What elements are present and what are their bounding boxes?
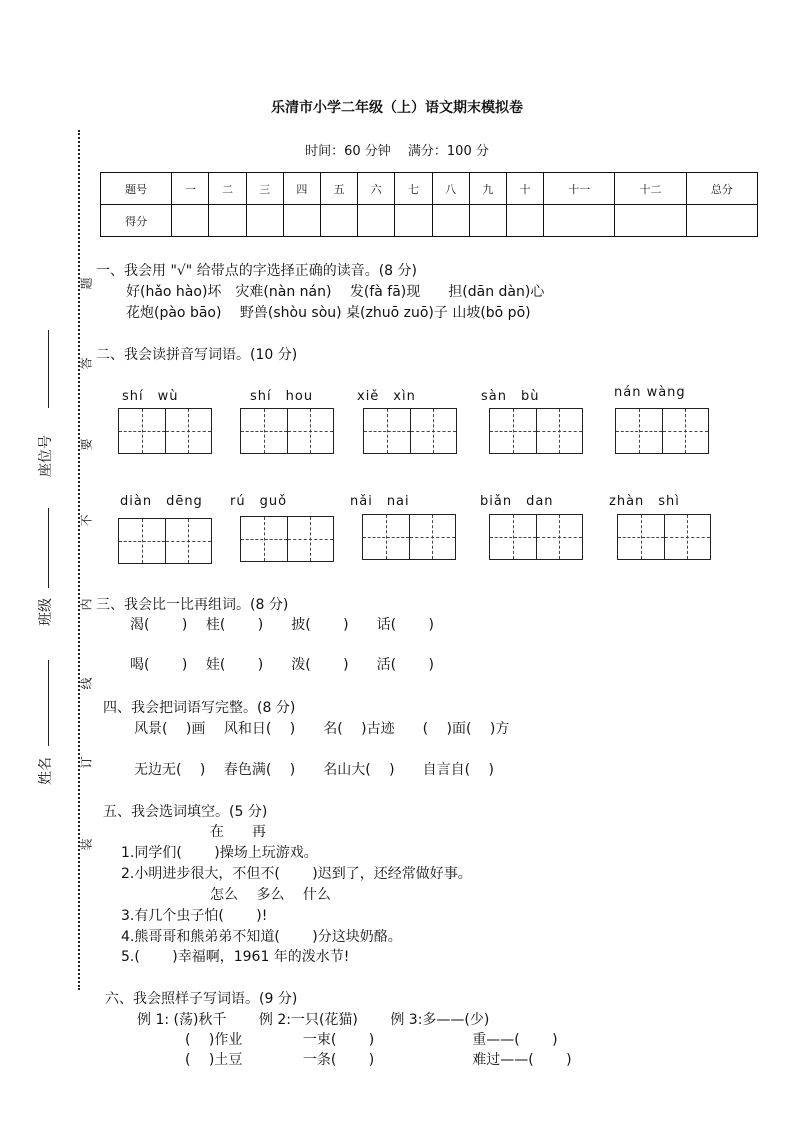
section-5-question-2: 2.小明进步很大，不但不( )迟到了，还经常做好事。 — [121, 866, 472, 882]
writing-grid[interactable] — [615, 408, 709, 454]
score-table-header: 七 — [395, 173, 432, 205]
section-2-heading: 二、我会读拼音写词语。(10 分) — [96, 347, 298, 363]
score-cell[interactable] — [358, 205, 395, 237]
score-table-header: 题号 — [101, 173, 172, 205]
seat-number-label: 座位号 — [38, 435, 54, 477]
score-table-header: 八 — [432, 173, 469, 205]
writing-grid[interactable] — [489, 514, 583, 560]
score-cell[interactable] — [469, 205, 506, 237]
score-table-score-row — [101, 205, 758, 237]
section-5-question-4: 4.熊哥哥和熊弟弟不知道( )分这块奶酪。 — [121, 929, 402, 945]
margin-char: 装 — [79, 838, 94, 851]
pinyin-label: shí hou — [250, 389, 314, 404]
score-table-header: 十 — [506, 173, 543, 205]
score-row-label: 得分 — [101, 205, 172, 237]
margin-char: 答 — [79, 357, 94, 370]
section-1-line-1: 好(hǎo hào)坏 灾难(nàn nán) 发(fà fā)现 担(dān dàn)心 — [126, 284, 545, 300]
pinyin-label: xiě xìn — [357, 389, 416, 404]
score-cell[interactable] — [615, 205, 686, 237]
section-3-line-2: 喝( ) 娃( ) 泼( ) 活( ) — [130, 657, 434, 673]
score-table-header: 总分 — [686, 173, 757, 205]
score-cell[interactable] — [321, 205, 358, 237]
section-6-examples: 例 1: (荡)秋千 例 2:一只(花猫) 例 3:多——(少) — [137, 1012, 490, 1028]
section-3-heading: 三、我会比一比再组词。(8 分) — [96, 597, 289, 613]
score-cell[interactable] — [506, 205, 543, 237]
section-4-line-1: 风景( )画 风和日( ) 名( )古迹 ( )面( )方 — [134, 721, 510, 737]
score-cell[interactable] — [686, 205, 757, 237]
margin-char: 内 — [79, 598, 94, 611]
name-line — [48, 660, 49, 746]
writing-grid[interactable] — [240, 408, 334, 454]
section-5-question-5: 5.( )幸福啊，1961 年的泼水节! — [121, 949, 350, 965]
margin-char: 要 — [79, 438, 94, 451]
binding-dotted-line — [78, 130, 80, 990]
section-5-question-3: 3.有几个虫子怕( )! — [121, 908, 268, 924]
writing-grid[interactable] — [617, 514, 711, 560]
writing-grid[interactable] — [240, 516, 334, 562]
score-cell[interactable] — [432, 205, 469, 237]
section-6-row-1: ( )作业 一束( ) 重——( ) — [185, 1032, 558, 1048]
page-title: 乐清市小学二年级（上）语文期末模拟卷 — [271, 100, 523, 116]
margin-char: 线 — [79, 677, 94, 690]
margin-char: 不 — [79, 514, 94, 527]
section-5-question-1: 1.同学们( )操场上玩游戏。 — [121, 845, 318, 861]
section-3-line-1: 渴( ) 桂( ) 披( ) 话( ) — [130, 617, 434, 633]
score-cell[interactable] — [544, 205, 615, 237]
name-label: 姓名 — [38, 757, 54, 785]
score-table-header: 三 — [246, 173, 283, 205]
score-table — [100, 172, 758, 237]
class-line — [48, 508, 49, 588]
margin-char: 订 — [79, 756, 94, 769]
section-1-line-2: 花炮(pào bāo) 野兽(shòu sòu) 桌(zhuō zuō)子 山坡(bō pō) — [126, 305, 531, 321]
score-table-header: 九 — [469, 173, 506, 205]
writing-grid[interactable] — [363, 408, 457, 454]
score-table-header: 五 — [321, 173, 358, 205]
pinyin-label: nán wàng — [614, 385, 686, 400]
score-table-header: 四 — [283, 173, 320, 205]
writing-grid[interactable] — [489, 408, 583, 454]
writing-grid[interactable] — [118, 518, 212, 564]
pinyin-label: nǎi nai — [350, 494, 410, 509]
exam-info: 时间：60 分钟 满分：100 分 — [305, 144, 489, 159]
score-cell[interactable] — [172, 205, 209, 237]
score-table-header: 一 — [172, 173, 209, 205]
pinyin-label: shí wù — [122, 389, 179, 404]
pinyin-label: biǎn dan — [480, 494, 554, 509]
pinyin-label: diàn dēng — [120, 494, 203, 509]
word-choices-2: 怎么 多么 什么 — [210, 887, 331, 903]
score-table-header: 十一 — [544, 173, 615, 205]
seat-number-line — [48, 330, 49, 408]
writing-grid[interactable] — [118, 408, 212, 454]
score-table-header: 六 — [358, 173, 395, 205]
score-table-header: 二 — [209, 173, 246, 205]
word-choices-1: 在 再 — [210, 824, 266, 840]
section-4-heading: 四、我会把词语写完整。(8 分) — [103, 700, 296, 716]
score-table-header-row — [101, 173, 758, 205]
pinyin-label: rú guǒ — [230, 494, 288, 509]
score-cell[interactable] — [246, 205, 283, 237]
section-6-heading: 六、我会照样子写词语。(9 分) — [105, 991, 298, 1007]
pinyin-label: zhàn shì — [609, 494, 680, 509]
score-cell[interactable] — [283, 205, 320, 237]
section-6-row-2: ( )土豆 一条( ) 难过——( ) — [185, 1052, 572, 1068]
section-5-heading: 五、我会选词填空。(5 分) — [103, 804, 268, 820]
section-1-heading: 一、我会用 "√" 给带点的字选择正确的读音。(8 分) — [96, 263, 417, 279]
score-table-header: 十二 — [615, 173, 686, 205]
writing-grid[interactable] — [362, 514, 456, 560]
section-4-line-2: 无边无( ) 春色满( ) 名山大( ) 自言自( ) — [134, 762, 494, 778]
score-cell[interactable] — [395, 205, 432, 237]
pinyin-label: sàn bù — [481, 389, 540, 404]
score-cell[interactable] — [209, 205, 246, 237]
margin-char: 题 — [79, 277, 94, 290]
class-label: 班级 — [38, 598, 54, 626]
